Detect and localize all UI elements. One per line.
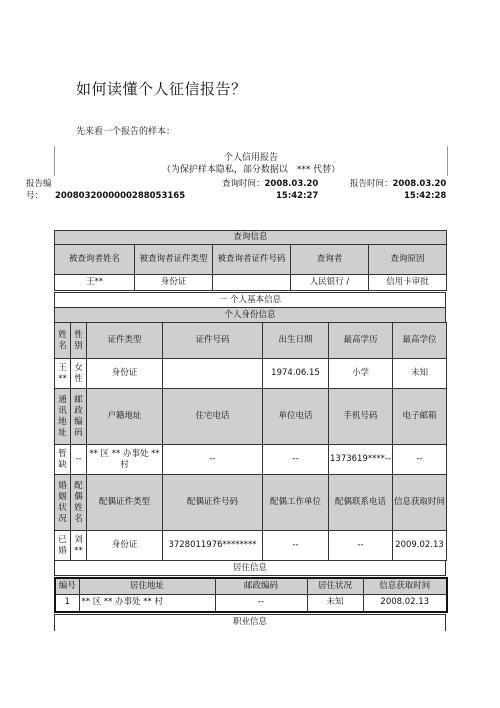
contact-cell: -- [393, 445, 447, 475]
query-header-cell: 被查询者证件类型 [135, 245, 213, 275]
query-cell: 人民银行 / [291, 275, 369, 291]
report-date: 2008.03.20 [392, 179, 447, 189]
query-date: 2008.03.20 [264, 179, 319, 189]
report-number-label-1: 报告编 [26, 179, 52, 189]
contact-header-cell: 手机号码 [329, 389, 393, 445]
query-clock: 15:42:27 [276, 191, 319, 201]
residence-cell: -- [215, 594, 307, 612]
residence-header-cell: 邮政编码 [215, 578, 307, 594]
identity-header-cell: 证件类型 [87, 323, 163, 359]
page-title: 如何读懂个人征信报告？ [76, 80, 247, 98]
identity-cell: 未知 [393, 359, 447, 389]
identity-cell: 王** [55, 359, 71, 389]
spouse-cell: -- [263, 531, 329, 561]
identity-cell: 1974.06.15 [263, 359, 329, 389]
query-info-heading: 查询信息 [55, 231, 447, 245]
spouse-header-cell: 信息获取时间 [393, 475, 447, 531]
spouse-cell: -- [329, 531, 393, 561]
spouse-cell: 2009.02.13 [393, 531, 447, 561]
report-number [26, 178, 185, 202]
identity-cell: 女性 [71, 359, 87, 389]
report-number-value: 2008032000000288053165 [55, 191, 186, 201]
identity-cell [163, 359, 263, 389]
query-time-label: 查询时间： [222, 179, 265, 189]
residence-header-cell: 居住地址 [79, 578, 215, 594]
spouse-cell: 3728011976******** [163, 531, 263, 561]
identity-info-heading: 个人身份信息 [55, 308, 446, 323]
job-info-heading: 职业信息 [55, 615, 446, 631]
identity-table [54, 322, 447, 561]
identity-cell: 小学 [329, 359, 393, 389]
query-cell: 信用卡审批 [369, 275, 447, 291]
query-time [222, 178, 318, 202]
identity-header-cell: 性别 [71, 323, 87, 359]
contact-header-cell: 单位电话 [263, 389, 329, 445]
identity-header-cell: 最高学历 [329, 323, 393, 359]
contact-header-cell: 电子邮箱 [393, 389, 447, 445]
identity-header-cell: 出生日期 [263, 323, 329, 359]
spouse-header-cell: 配偶工作单位 [263, 475, 329, 531]
residence-cell: 2008.02.13 [363, 594, 447, 612]
contact-cell: -- [263, 445, 329, 475]
query-header-cell: 被查询者姓名 [55, 245, 135, 275]
identity-header-cell: 姓名 [55, 323, 71, 359]
report-title: 个人信用报告 [223, 153, 278, 163]
query-header-cell: 被查询者证件号码 [213, 245, 291, 275]
basic-info-section [54, 292, 446, 323]
contact-cell: 1373619****-- [329, 445, 393, 475]
residence-header-cell: 信息获取时间 [363, 578, 447, 594]
spouse-cell: 刘** [71, 531, 87, 561]
identity-header-cell: 证件号码 [163, 323, 263, 359]
report-number-label-2: 号： [26, 191, 44, 201]
identity-cell: 身份证 [87, 359, 163, 389]
contact-header-cell: 住宅电话 [163, 389, 263, 445]
report-header [54, 146, 448, 176]
contact-cell: -- [163, 445, 263, 475]
residence-header-cell: 编号 [55, 578, 79, 594]
report-time-label: 报告时间： [350, 179, 393, 189]
residence-table [54, 577, 448, 613]
contact-cell: -- [71, 445, 87, 475]
contact-cell: 暂缺 [55, 445, 71, 475]
identity-header-cell: 最高学位 [393, 323, 447, 359]
basic-info-heading: 一 个人基本信息 [55, 293, 446, 308]
job-heading-table [54, 614, 446, 631]
intro-text: 先来看一个报告的样本： [76, 127, 176, 137]
query-header-cell: 查询原因 [369, 245, 447, 275]
contact-cell: ** 区 ** 办事处 ** 村 [87, 445, 163, 475]
query-header-cell: 查询者 [291, 245, 369, 275]
spouse-cell: 身份证 [87, 531, 163, 561]
residence-heading-table [54, 560, 446, 576]
report-time [350, 178, 446, 202]
residence-cell: 未知 [307, 594, 363, 612]
query-info-table [54, 230, 447, 291]
report-note: （为保护样本隐私，部分数据以 *** 代替） [161, 165, 341, 175]
residence-cell: ** 区 ** 办事处 ** 村 [79, 594, 215, 612]
contact-header-cell: 邮政编码 [71, 389, 87, 445]
contact-header-cell: 户籍地址 [87, 389, 163, 445]
query-cell [213, 275, 291, 291]
spouse-header-cell: 配偶联系电话 [329, 475, 393, 531]
spouse-header-cell: 配偶姓名 [71, 475, 87, 531]
query-cell: 王** [55, 275, 135, 291]
residence-cell: 1 [55, 594, 79, 612]
query-cell: 身份证 [135, 275, 213, 291]
spouse-header-cell: 配偶证件号码 [163, 475, 263, 531]
spouse-cell: 已婚 [55, 531, 71, 561]
residence-info-heading: 居住信息 [55, 561, 446, 576]
spouse-header-cell: 婚姻状况 [55, 475, 71, 531]
report-clock: 15:42:28 [404, 191, 447, 201]
spouse-header-cell: 配偶证件类型 [87, 475, 163, 531]
residence-header-cell: 居住状况 [307, 578, 363, 594]
contact-header-cell: 通讯地址 [55, 389, 71, 445]
